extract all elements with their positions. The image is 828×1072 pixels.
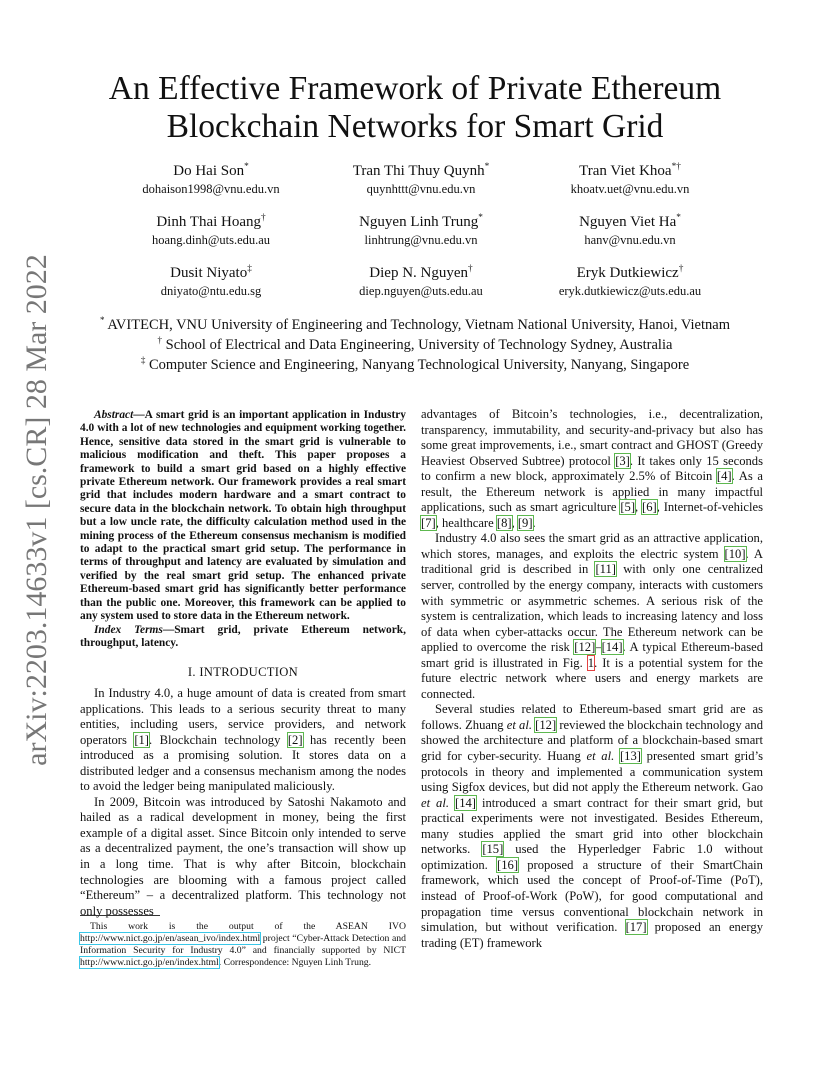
footnote: This work is the output of the ASEAN IVO http://www.nict.go.jp/en/asean_ivo/index.html project “Cyber-Attack Detection and Information Security for Industry 4.0” and financially supported by NICT http://www.nict.go.jp/en/index.html. Correspondence: Nguyen Linh Trung.	[80, 921, 406, 968]
affiliation-mark: *	[100, 315, 105, 326]
author	[91, 264, 331, 300]
paragraph: advantages of Bitcoin’s technologies, i.e., decentralization, transparency, immutability, and security-and-privacy but also has some great improvements, i.e., smart contract and GHOST (Greedy Heaviest Observed Subtree) protocol [3]. It takes only 15 seconds to confirm a new block, approximately 2.5% of Bitcoin [4]. As a result, the Ethereum network is applied in many impactful applications, such as smart agriculture [5], [6], Internet-of-vehicles [7], healthcare [8], [9].	[421, 407, 763, 530]
citation-link[interactable]: [10]	[724, 546, 746, 561]
author-email[interactable]: dohaison1998@vnu.edu.vn	[142, 182, 280, 196]
citation-link[interactable]: [1]	[134, 732, 149, 747]
citation-link[interactable]: [7]	[421, 515, 436, 530]
author-name: Nguyen Linh Trung	[359, 214, 479, 230]
citation-link[interactable]: [11]	[595, 562, 616, 577]
affiliations	[60, 315, 770, 375]
author-email[interactable]: dniyato@ntu.edu.sg	[160, 284, 262, 298]
author-email[interactable]: hanv@vnu.edu.vn	[584, 233, 676, 247]
citation-link[interactable]: [15]	[482, 842, 504, 857]
author	[301, 264, 541, 300]
author-email[interactable]: hoang.dinh@uts.edu.au	[151, 233, 271, 247]
citation-link[interactable]: [14]	[455, 795, 476, 810]
affiliation	[60, 315, 770, 335]
author	[91, 213, 331, 249]
footnote-rule	[80, 915, 160, 916]
author-name: Tran Thi Thuy Quynh	[352, 163, 485, 179]
author	[91, 162, 331, 198]
paragraph: In 2009, Bitcoin was introduced by Satoshi Nakamoto and hailed as a radical development in money, being the first example of a digital asset. Since Bitcoin only intended to serve as a decentralized payment, the one’s transaction will show up in a long time. That is why after Bitcoin, blockchain technologies are blooming with a famous project called “Ethereum” – a decentralized platform. This technology not only possesses	[80, 794, 406, 918]
author-name: Dinh Thai Hoang	[156, 214, 262, 230]
paper-title	[60, 70, 770, 146]
paragraph: Several studies related to Ethereum-based smart grid are as follows. Zhuang et al. [12] reviewed the blockchain technology and showed the architecture and platform of a blockchain-based smart grid for cyber-security. Huang et al. [13] presented smart grid’s protocols in theory and implemented a communication system using Sigfox devices, but did not apply the Ethereum network. Gao et al. [14] introduced a smart contract for their smart grid, but practical experiments were not investigated. Besides Ethereum, many studies applied the smart grid into other blockchain networks. [15] used the Hyperledger Fabric 1.0 without optimization. [16] proposed a structure of their SmartChain framework, which used the concept of Proof-of-Time (PoT), instead of Proof-of-Work (PoW), for good computational and propagation time versus conventional blockchain network in simulation, but without verification. [17] proposed an energy trading (ET) framework	[421, 702, 764, 950]
affiliation-text: School of Electrical and Data Engineering, University of Technology Sydney, Australia	[165, 337, 673, 353]
author-email[interactable]: quynhttt@vnu.edu.vn	[366, 182, 476, 196]
arxiv-sidebar	[20, 254, 53, 766]
affiliation-text: Computer Science and Engineering, Nanyang Technological University, Nanyang, Singapore	[148, 357, 690, 373]
author-mark: ‡	[247, 264, 252, 274]
author-name: Tran Viet Khoa	[579, 163, 672, 179]
citation-link[interactable]: [14]	[601, 640, 623, 655]
arxiv-id: arXiv:2203.14633v1 [cs.CR] 28 Mar 2022	[20, 254, 53, 766]
affiliation-text: AVITECH, VNU University of Engineering and Technology, Vietnam National University, Hanoi, Vietnam	[107, 317, 730, 333]
author-name: Dusit Niyato	[170, 265, 248, 281]
abstract-label: Abstract	[94, 409, 134, 421]
author	[301, 162, 541, 198]
author-name: Eryk Dutkiewicz	[576, 265, 679, 281]
affiliation-mark: †	[157, 335, 163, 346]
citation-link[interactable]: [3]	[615, 453, 630, 468]
author-email[interactable]: khoatv.uet@vnu.edu.vn	[570, 182, 690, 196]
author-mark: †	[261, 213, 266, 223]
author	[510, 264, 750, 300]
paragraph: In Industry 4.0, a huge amount of data is created from smart applications. This leads to a serious security threat to many entities, including users, service providers, and network operators [1]. Blockchain technology [2] has recently been introduced as a promising solution. It stores data on a distributed ledger and a consensus mechanism among the nodes to avoid the ledger being manipulated maliciously.	[80, 686, 406, 794]
affiliation	[60, 335, 770, 355]
author-mark: *	[676, 213, 681, 223]
title-line-1: An Effective Framework of Private Ethereum	[108, 70, 722, 107]
url-link[interactable]: http://www.nict.go.jp/en/index.html	[80, 957, 219, 968]
author-name: Do Hai Son	[173, 163, 245, 179]
author	[510, 162, 750, 198]
author-name: Nguyen Viet Ha	[579, 214, 677, 230]
citation-link[interactable]: [4]	[716, 469, 732, 484]
author-mark: *	[484, 162, 490, 172]
citation-link[interactable]: [5]	[620, 500, 636, 515]
citation-link[interactable]: [12]	[535, 717, 557, 732]
left-column-body	[80, 686, 406, 919]
author-name: Diep N. Nguyen	[369, 265, 469, 281]
citation-link[interactable]: [6]	[642, 500, 657, 515]
author	[301, 213, 541, 249]
section-heading: I. INTRODUCTION	[187, 665, 299, 679]
paragraph: Industry 4.0 also sees the smart grid as an attractive application, which stores, manages, and exploits the electric system [10]. A traditional grid is described in [11] with only one centralized server, controlled by the energy company, interacts with customers with symmetric or asymmetric schemes. A serious risk of the system is centralization, which leads to increasing latency and loss of data when cyber-attacks occur. The Ethereum network can be applied to overcome the risk [12]–[14]. A typical Ethereum-based smart grid is illustrated in Fig. 1. It is a potential system for the future electric network where users and energy markets are connected.	[421, 531, 764, 701]
affiliation-mark: ‡	[140, 355, 146, 366]
citation-link[interactable]: [17]	[625, 920, 647, 935]
citation-link[interactable]: [16]	[497, 857, 519, 872]
abstract-text: —A smart grid is an important application in Industry 4.0 with a lot of new technologies and equipment working together. Hence, sensitive data stored in the smart grid is vulnerable to malicious modification and theft. This paper proposes a framework to build a smart grid based on a highly effective private Ethereum network. Our framework provides a real smart grid that includes modern hardware and a smart contract to secure data in the blockchain network. To obtain high throughput but a low uncle rate, the difficulty calculation method used in the mining process of the Ethereum consensus mechanism is modified to adapt to the practical smart grid setup. The performance in terms of throughput and latency are evaluated by simulation and verified by the real smart grid setup. The enhanced private Ethereum-based smart grid has significantly better performance than the public one. Moreover, this framework can be applied to any system used to store data in the Ethereum network.	[80, 409, 406, 623]
url-link[interactable]: http://www.nict.go.jp/en/asean_ivo/index.html	[80, 933, 261, 944]
author-mark: †	[678, 264, 684, 274]
author-mark: *	[244, 162, 249, 172]
citation-link[interactable]: [2]	[287, 732, 303, 747]
citation-link[interactable]: [8]	[496, 515, 512, 530]
author-email[interactable]: diep.nguyen@uts.edu.au	[359, 284, 483, 298]
citation-link[interactable]: [9]	[517, 515, 533, 530]
index-terms-label: Index Terms	[94, 623, 163, 636]
author-mark: *†	[671, 162, 681, 172]
author-mark: *	[478, 213, 483, 223]
author	[510, 213, 750, 249]
author-email[interactable]: linhtrung@vnu.edu.vn	[364, 233, 478, 247]
author-email[interactable]: eryk.dutkiewicz@uts.edu.au	[558, 284, 702, 298]
figure-ref-link[interactable]: 1	[587, 655, 595, 670]
right-column-body	[421, 407, 763, 951]
abstract	[80, 409, 406, 650]
affiliation	[60, 355, 770, 375]
citation-link[interactable]: [13]	[619, 749, 641, 764]
title-line-2: Blockchain Networks for Smart Grid	[166, 108, 664, 145]
index-terms-text: —Smart grid, private Ethereum network, throughput, latency.	[80, 623, 406, 649]
citation-link[interactable]: [12]	[574, 640, 596, 655]
author-mark: †	[468, 264, 473, 274]
